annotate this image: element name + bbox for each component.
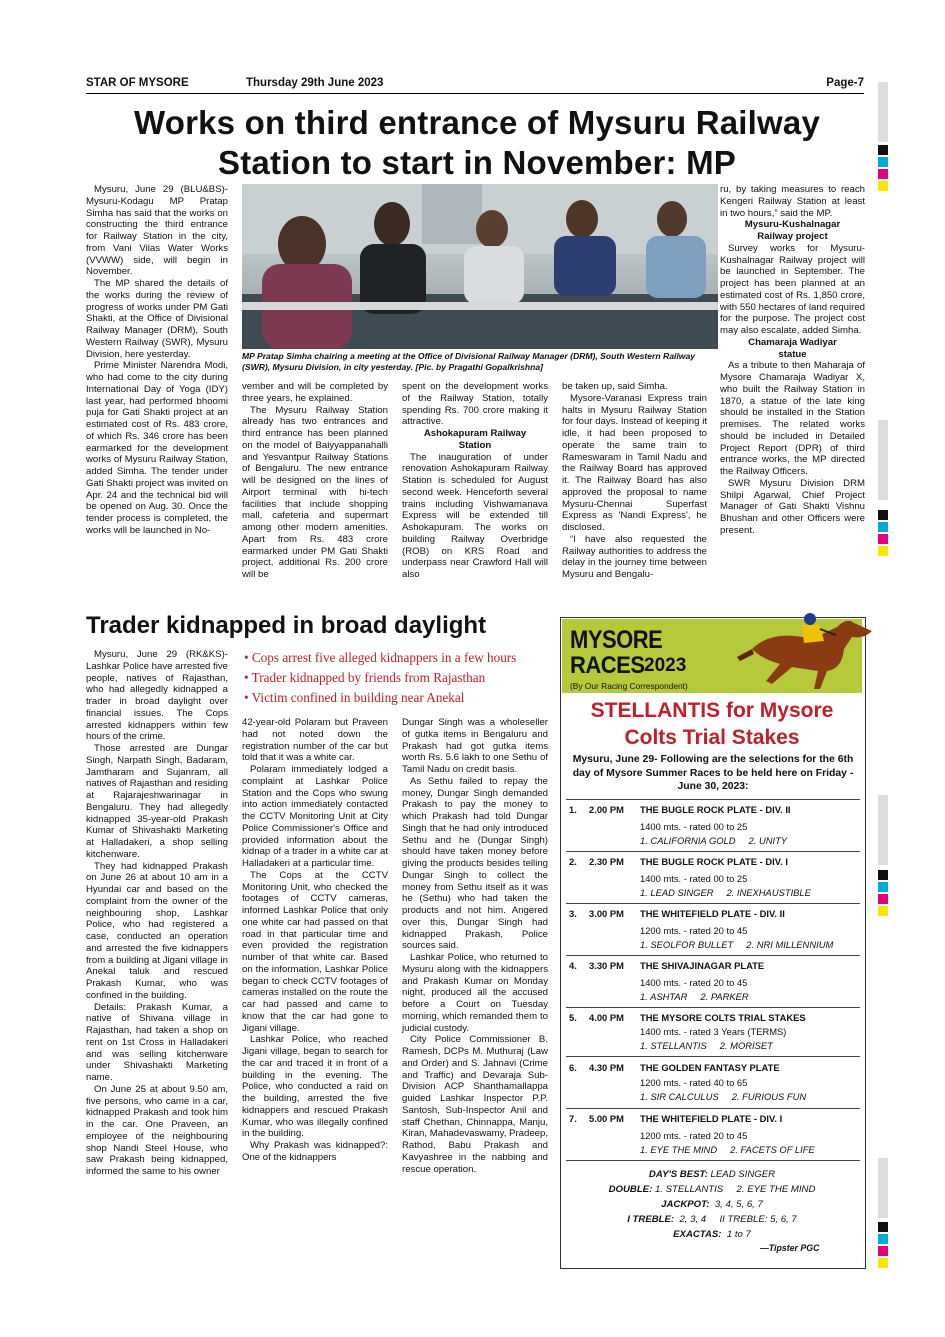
paragraph: spent on the development works of the Railway Station, totally spending Rs. 700 crore making it attractive. bbox=[402, 381, 548, 428]
race-number: 1. bbox=[569, 804, 577, 815]
paragraph: Survey works for Mysuru-Kushalnagar Railway project will be launched in September. The project has been planned at an estimated cost of Rs. 1,850 crore, with 550 hectares of land required for the purpose. The project cost may also escalate, added Simha. bbox=[720, 242, 865, 336]
races-title bbox=[562, 697, 862, 751]
divider bbox=[566, 851, 860, 852]
cmyk-registration-marks-4 bbox=[878, 1222, 888, 1270]
race-time: 3.30 PM bbox=[589, 960, 624, 971]
story2-column-1 bbox=[86, 649, 228, 1178]
highlight-item: • Trader kidnapped by friends from Rajasthan bbox=[244, 670, 486, 685]
paragraph: The MP shared the details of the works during the review of progress of works under PM Gati Shakti, at the Office of Divisional Railway Manager (DRM), South Western Railway (SWR), Mysuru Division, here yesterday. bbox=[86, 278, 228, 360]
story2-highlights bbox=[244, 648, 516, 708]
races-head-2: RACES bbox=[570, 651, 645, 679]
race-info: 1200 mts. - rated 20 to 45 bbox=[640, 1130, 748, 1141]
story1-column-3 bbox=[402, 381, 548, 581]
meeting-photo bbox=[242, 184, 718, 349]
story1-column-2 bbox=[242, 381, 388, 581]
paragraph: be taken up, said Simha. bbox=[562, 381, 668, 392]
cmyk-registration-marks-1 bbox=[878, 145, 888, 193]
paragraph: Mysuru, June 29 (RK&KS)- Lashkar Police have arrested five people, natives of Rajasthan, who had allegedly kidnapped a trader in broad daylight over financial issues. The Cops arrested kidnappers within few hours of the crime. bbox=[86, 649, 228, 743]
racehorse-icon bbox=[732, 609, 882, 694]
story1-column-5 bbox=[720, 184, 865, 537]
race-picks: 1. ASHTAR 2. PARKER bbox=[640, 991, 749, 1002]
divider bbox=[566, 1056, 860, 1057]
races-intro: Mysuru, June 29- Following are the selections for the 6th day of Mysore Summer Races to be held here on Friday - June 30, 2023: bbox=[572, 754, 854, 792]
race-name: THE BUGLE ROCK PLATE - DIV. II bbox=[640, 804, 791, 815]
race-number: 2. bbox=[569, 856, 577, 867]
race-picks: 1. SIR CALCULUS 2. FURIOUS FUN bbox=[640, 1091, 807, 1102]
story1-column-4 bbox=[562, 381, 707, 581]
summary-line: I TREBLE: 2, 3, 4 II TREBLE: 5, 6, 7 bbox=[627, 1214, 797, 1225]
paragraph: 42-year-old Polaram but Praveen had not noted down the registration number of the car but told that it was a white car. bbox=[242, 717, 388, 764]
paragraph: Those arrested are Dungar Singh, Narpath Singh, Badaram, Jamtharam and Sujanram, all natives of Rajasthan and residing at Rajarajeshwarinagar in Bengaluru. They had allegedly kidnapped 35-year-old Prakash Kumar of Shivashakti Marketing at Halladakeri, a shop selling kitchenware. bbox=[86, 743, 228, 860]
paragraph: The Mysuru Railway Station already has two entrances and third entrance has been planned on the model of Baiyyappanahalli and Yesvantpur Railway Stations of Bengaluru. The new entrance will be designed on the lines of Airport terminal with hi-tech facilities that include shopping mall, cafeteria and supermart among other modern amenities. Apart from Rs. 483 crore earmarked under PM Gati Shakti project, additional Rs. 200 crore will be bbox=[242, 404, 388, 580]
races-year: 2023 bbox=[644, 655, 687, 676]
subheading: Chamaraja Wadiyar statue bbox=[748, 336, 837, 360]
race-name: THE BUGLE ROCK PLATE - DIV. I bbox=[640, 856, 788, 867]
print-margin-bar-mid bbox=[878, 420, 888, 500]
story2-headline: Trader kidnapped in broad daylight bbox=[86, 612, 487, 639]
paragraph: vember and will be completed by three years, he explained. bbox=[242, 381, 388, 404]
summary-line: DAY'S BEST: LEAD SINGER bbox=[648, 1169, 776, 1180]
races-head-1: MYSORE bbox=[570, 625, 663, 654]
paragraph: SWR Mysuru Division DRM Shilpi Agarwal, Chief Project Manager of Gati Shakti Vishnu Bhushan and other Officers were present. bbox=[720, 477, 865, 536]
race-number: 3. bbox=[569, 908, 577, 919]
paragraph: As a tribute to then Maharaja of Mysore Chamaraja Wadiyar X, who built the Railway Station in 1870, a statue of the late king should be installed in the Station premises. The related works should be included in Detailed Project Report (DPR) of third entrance works, the MP directed the Railway Officers. bbox=[720, 360, 865, 477]
race-time: 4.00 PM bbox=[589, 1012, 624, 1023]
race-name: THE MYSORE COLTS TRIAL STAKES bbox=[640, 1012, 806, 1023]
race-picks: 1. EYE THE MIND 2. FACETS OF LIFE bbox=[640, 1144, 815, 1155]
paragraph: “I have also requested the Railway authorities to address the delay in the journey time between Mysuru and Bengalu- bbox=[562, 533, 707, 580]
race-time: 4.30 PM bbox=[589, 1062, 624, 1073]
summary-line: JACKPOT: 3, 4, 5, 6, 7 bbox=[661, 1199, 763, 1210]
paragraph: On June 25 at about 9.50 am, five persons, who came in a car, kidnapped Prakash and took him in the car. One Praveen, an employee of the neighbouring shop Nandi Steel House, who saw Prakash being kidnapped, informed the same to his owner bbox=[86, 1083, 228, 1177]
paragraph: They had kidnapped Prakash on June 26 at about 10 am in a Hyundai car and based on the complaint from the owner of the neighbouring shop, Lashkar Police, who had registered a case, conducted an operation and arrested the five kidnappers from a building at Jigani village in Anekal taluk and rescued Prakash Kumar, who was confined in the building. bbox=[86, 860, 228, 1001]
summary-line: DOUBLE: 1. STELLANTIS 2. EYE THE MIND bbox=[608, 1184, 816, 1195]
page-number: Page-7 bbox=[826, 77, 864, 89]
race-number: 7. bbox=[569, 1113, 577, 1124]
race-number: 5. bbox=[569, 1012, 577, 1023]
divider bbox=[566, 1160, 860, 1161]
tipster-signature: —Tipster PGC bbox=[760, 1243, 820, 1253]
main-headline bbox=[82, 103, 872, 183]
meeting-photo-illustration bbox=[242, 184, 718, 349]
paragraph: ru, by taking measures to reach Kengeri Railway Station at least in two hours,” said the MP. bbox=[720, 184, 865, 219]
photo-caption: MP Pratap Simha chairing a meeting at the Office of Divisional Railway Manager (DRM), South Western Railway (SWR), Mysuru Division, in city yesterday. [Pic. by Pragathi Gopalkrishna] bbox=[242, 351, 696, 372]
race-info: 1400 mts. - rated 3 Years (TERMS) bbox=[640, 1026, 787, 1037]
divider bbox=[566, 1007, 860, 1008]
race-name: THE SHIVAJINAGAR PLATE bbox=[640, 960, 765, 971]
page-header bbox=[86, 77, 864, 94]
story2-column-2 bbox=[242, 717, 388, 1164]
race-picks: 1. STELLANTIS 2. MORISET bbox=[640, 1040, 773, 1051]
race-info: 1200 mts. - rated 40 to 65 bbox=[640, 1077, 748, 1088]
race-number: 4. bbox=[569, 960, 577, 971]
print-margin-bar-top bbox=[878, 82, 888, 142]
print-margin-bar-mid2 bbox=[878, 795, 888, 865]
race-name: THE WHITEFIELD PLATE - DIV. I bbox=[640, 1113, 783, 1124]
race-name: THE WHITEFIELD PLATE - DIV. II bbox=[640, 908, 785, 919]
divider bbox=[566, 1108, 860, 1109]
race-info: 1200 mts. - rated 20 to 45 bbox=[640, 925, 748, 936]
divider bbox=[566, 903, 860, 904]
races-title-line-1: STELLANTIS for Mysore bbox=[590, 699, 834, 722]
paragraph: Mysuru, June 29 (BLU&BS)- Mysuru-Kodagu MP Pratap Simha has said that the works on constructing the third entrance for Railway Station in the city, from Vani Vilas Water Works (VVWW) side, will begin in November. bbox=[86, 184, 228, 278]
summary-line: EXACTAS: 1 to 7 bbox=[673, 1229, 751, 1240]
races-byline: (By Our Racing Correspondent) bbox=[570, 681, 688, 691]
race-time: 5.00 PM bbox=[589, 1113, 624, 1124]
paragraph: Why Prakash was kidnapped?: One of the kidnappers bbox=[242, 1140, 388, 1163]
paragraph: Mysore-Varanasi Express train halts in Mysuru Railway Station for four days. Instead of keeping it idle, it had been proposed to operate the same train to Rameswaram in Tamil Nadu and the Railway Board has approved it. The Railway Board has also approved the proposal to name Mysuru-Chennai Superfast Express as 'Nandi Express', he disclosed. bbox=[562, 392, 707, 533]
divider bbox=[566, 799, 860, 800]
race-info: 1400 mts. - rated 00 to 25 bbox=[640, 821, 748, 832]
cmyk-registration-marks-2 bbox=[878, 510, 888, 558]
race-picks: 1. LEAD SINGER 2. INEXHAUSTIBLE bbox=[640, 887, 811, 898]
race-info: 1400 mts. - rated 20 to 45 bbox=[640, 977, 748, 988]
race-info: 1400 mts. - rated 00 to 25 bbox=[640, 873, 748, 884]
race-picks: 1. CALIFORNIA GOLD 2. UNITY bbox=[640, 835, 788, 846]
paragraph: Dungar Singh was a wholeseller of gutka items in Bengaluru and Prakash had got gutka items worth Rs. 5.6 lakh to one Sethu of Tamil Nadu on credit basis. bbox=[402, 717, 548, 775]
issue-date: Thursday 29th June 2023 bbox=[246, 77, 384, 89]
paragraph: Prime Minister Narendra Modi, who had come to the city during International Day of Yoga (IDY) last year, had performed bhoomi puja for Gati Shakti project at an estimated cost of Rs. 483 crore, of which Rs. 346 crore has been earmarked for the development works of Mysuru Railway Station, added Simha. The tender under Gati Shakti project was invited on Apr. 24 and the technical bid will be opened on Aug. 30. Once the tender process is completed, the works will be launched in No- bbox=[86, 360, 228, 536]
race-name: THE GOLDEN FANTASY PLATE bbox=[640, 1062, 780, 1073]
cmyk-registration-marks-3 bbox=[878, 870, 888, 918]
race-time: 3.00 PM bbox=[589, 908, 624, 919]
races-banner bbox=[562, 619, 862, 693]
races-title-line-2: Colts Trial Stakes bbox=[624, 726, 800, 749]
story2-column-3 bbox=[402, 717, 548, 1175]
race-number: 6. bbox=[569, 1062, 577, 1073]
divider bbox=[566, 955, 860, 956]
race-time: 2.30 PM bbox=[589, 856, 624, 867]
paragraph: City Police Commissioner B. Ramesh, DCPs M. Muthuraj (Law and Order) and S. Jahnavi (Crime and Traffic) and Devaraja Sub-Division ACP Shanthamallappa guided Lashkar Inspector P.P. Santosh, Sub-Inspector Anil and staff Chethan, Chinnappa, Manju, Kiran, Mahadevaswamy, Pradeep, Rathod, Babu Prakash and Kavyashree in the nabbing and rescue operation. bbox=[402, 1034, 548, 1175]
paragraph: Lashkar Police, who reached Jigani village, began to search for the car and traced it in front of a building in the evening. The Police, who conducted a raid on the building, arrested the five kidnappers and rescued Prakash Kumar, who was illegally confined in the building. bbox=[242, 1034, 388, 1140]
paragraph: As Sethu failed to repay the money, Dungar Singh demanded Prakash to pay the money to which Prakash had told Dungar Singh that he had only introduced Sethu and he (Dungar Singh) should have taken money before giving the products besides telling Dungar Singh to collect the money from Sethu itself as it was he (Sethu) who had taken the products and not him. Angered over this, Dungar Singh had kidnapped Prakash, Police sources said. bbox=[402, 775, 548, 952]
paragraph: Details: Prakash Kumar, a native of Shivana village in Rajasthan, had taken a shop on rent on 1st Cross in Halladakeri and was selling kitchenware under Shivashakti Marketing name. bbox=[86, 1001, 228, 1083]
paragraph: Polaram immediately lodged a complaint at Lashkar Police Station and the Cops who swung into action immediately contacted the CCTV Monitoring Unit at City Police Commissioner's Office and provided information about the kidnap of a trader in a white car at Halladakeri at a particular time. bbox=[242, 764, 388, 869]
highlight-item: • Victim confined in building near Anekal bbox=[244, 690, 465, 705]
story1-column-1 bbox=[86, 184, 228, 537]
paragraph: Lashkar Police, who returned to Mysuru along with the kidnappers and Prakash Kumar on Monday night, produced all the accused before a Court on Tuesday morning, which remanded them to judicial custody. bbox=[402, 952, 548, 1034]
headline-line-2: Station to start in November: MP bbox=[218, 144, 736, 181]
races-summary bbox=[562, 1167, 862, 1242]
paragraph: The inauguration of under renovation Ashokapuram Railway Station is scheduled for August second week. Henceforth several trains including Vishwamanava Express will be extended till Ashokapuram. The works on building Railway Overbridge (ROB) on KRS Road and underpass near Crawford Hall will also bbox=[402, 451, 548, 580]
subheading: Mysuru-Kushalnagar Railway project bbox=[744, 219, 841, 242]
highlight-item: • Cops arrest five alleged kidnappers in a few hours bbox=[244, 650, 517, 665]
paragraph: The Cops at the CCTV Monitoring Unit, who checked the footages of CCTV cameras, informed Lashkar Police that only one white car had passed on that road in that particular time and even provided the registration number of that white car. Based on the information, Lashkar Police began to check CCTV footages of cameras installed on the route the car had passed and came to know that the car had gone to Jigani village. bbox=[242, 869, 388, 1034]
paper-name: STAR OF MYSORE bbox=[86, 77, 189, 89]
race-time: 2.00 PM bbox=[589, 804, 624, 815]
print-margin-bar-bottom bbox=[878, 1158, 888, 1218]
headline-line-1: Works on third entrance of Mysuru Railway bbox=[133, 104, 821, 141]
race-picks: 1. SEOLFOR BULLET 2. NRI MILLENNIUM bbox=[640, 939, 834, 950]
subheading: Ashokapuram Railway Station bbox=[423, 428, 527, 451]
